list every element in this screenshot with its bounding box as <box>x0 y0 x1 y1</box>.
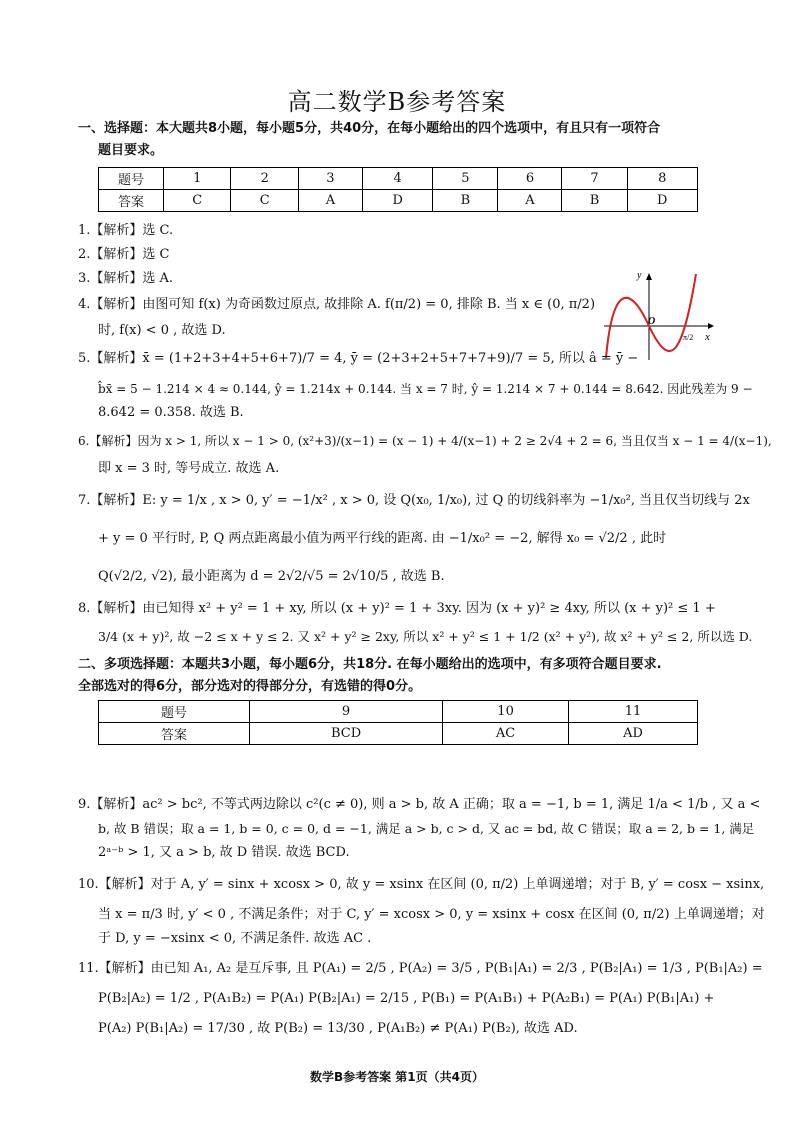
table-cell: D <box>362 190 432 212</box>
q9-solution-line3: 2ᵃ⁻ᵇ > 1, 又 a > b, 故 D 错误. 故选 BCD. <box>98 845 350 860</box>
y-axis-label: y <box>637 270 642 281</box>
table-cell: 4 <box>362 168 432 190</box>
x-axis-label: x <box>705 331 710 343</box>
q6-solution-line1: 6.【解析】因为 x > 1, 所以 x − 1 > 0, (x²+3)/(x−1) = (x − 1) + 4/(x−1) + 2 ≥ 2√4 + 2 = 6, 当且仅当 x − 1 = 4/(x−1), <box>78 434 772 448</box>
table-cell: B <box>562 190 627 212</box>
table-cell: D <box>627 190 697 212</box>
q11-solution-line1: 11.【解析】由已知 A₁, A₂ 是互斥事, 且 P(A₁) = 2/5 , P(A₂) = 3/5 , P(B₁|A₁) = 2/3 , P(B₂|A₁) = 1/3 , P(B₁|A₂) = <box>78 961 763 976</box>
table-cell: AD <box>569 723 698 745</box>
page-footer: 数学B参考答案 第1页（共4页） <box>309 1070 485 1084</box>
origin-label: O <box>648 316 656 327</box>
q5-solution-line1: 5.【解析】x̄ = (1+2+3+4+5+6+7)/7 = 4, ȳ = (2+3+2+5+7+7+9)/7 = 5, 所以 â = ȳ − <box>78 351 639 366</box>
q4-solution-line2: 时, f(x) < 0 , 故选 D. <box>98 323 226 338</box>
table-cell: BCD <box>250 723 443 745</box>
table-cell: 7 <box>562 168 627 190</box>
table-cell: 10 <box>443 701 569 723</box>
table-cell: 2 <box>231 168 298 190</box>
q10-solution-line3: 于 D, y = −xsinx < 0, 不满足条件. 故选 AC . <box>98 931 372 946</box>
table-cell: 9 <box>250 701 443 723</box>
table-cell: 5 <box>433 168 498 190</box>
q11-solution-line3: P(A₂) P(B₁|A₂) = 17/30 , 故 P(B₂) = 13/30 , P(A₁B₂) ≠ P(A₁) P(B₂), 故选 AD. <box>98 1021 578 1036</box>
table-cell: 8 <box>627 168 697 190</box>
tick-label: π/2 <box>683 333 694 342</box>
q8-solution-line1: 8.【解析】由已知得 x² + y² = 1 + xy, 所以 (x + y)² = 1 + 3xy. 因为 (x + y)² ≥ 4xy, 所以 (x + y)² ≤ 1 + <box>78 601 716 616</box>
q8-solution-line2: 3/4 (x + y)², 故 −2 ≤ x + y ≤ 2. 又 x² + y² ≥ 2xy, 所以 x² + y² ≤ 1 + 1/2 (x² + y²), 故 x² + y² ≤ 2, 所以选 D. <box>98 629 753 644</box>
table-cell: 11 <box>569 701 698 723</box>
table-cell: B <box>433 190 498 212</box>
table-row <box>99 168 698 190</box>
section1-heading: 一、选择题：本大题共8小题，每小题5分，共40分，在每小题给出的四个选项中，有且只有一项符合 <box>78 121 661 136</box>
q3-solution: 3.【解析】选 A. <box>78 271 174 286</box>
table-row <box>99 190 698 212</box>
q10-solution-line1: 10.【解析】对于 A, y′ = sinx + xcosx > 0, 故 y = xsinx 在区间 (0, π/2) 上单调递增；对于 B, y′ = cosx − xsinx, <box>78 877 765 892</box>
section2-heading: 二、多项选择题：本题共3小题，每小题6分，共18分. 在每小题给出的选项中，有多项符合题目要求. <box>78 657 662 672</box>
q5-solution-line3: 8.642 = 0.358. 故选 B. <box>98 405 244 420</box>
function-graph <box>604 270 714 362</box>
q9-solution-line1: 9.【解析】ac² > bc², 不等式两边除以 c²(c ≠ 0), 则 a > b, 故 A 正确；取 a = −1, b = 1, 满足 1/a < 1/b , 又 a < <box>78 797 761 812</box>
table-cell: 6 <box>498 168 562 190</box>
page-title: 高二数学B参考答案 <box>287 88 507 116</box>
table-cell: 1 <box>164 168 231 190</box>
answer-table-2 <box>98 700 698 745</box>
y-axis-arrow-icon <box>646 273 652 280</box>
q6-solution-line2: 即 x = 3 时, 等号成立. 故选 A. <box>98 461 280 476</box>
table-cell: AC <box>443 723 569 745</box>
table-cell: C <box>164 190 231 212</box>
q11-solution-line2: P(B₂|A₂) = 1/2 , P(A₁B₂) = P(A₁) P(B₂|A₁) = 2/15 , P(B₁) = P(A₁B₁) + P(A₂B₁) = P(A₁) P(B₁|A₁) + <box>98 991 715 1006</box>
table-row <box>99 701 698 723</box>
q4-solution-line1: 4.【解析】由图可知 f(x) 为奇函数过原点, 故排除 A. f(π/2) = 0, 排除 B. 当 x ∈ (0, π/2) <box>78 297 596 312</box>
table-cell: 3 <box>298 168 362 190</box>
table-header-cell: 答案 <box>99 723 250 745</box>
q7-solution-line2: + y = 0 平行时, P, Q 两点距离最小值为两平行线的距离. 由 −1/x₀² = −2, 解得 x₀ = √2/2 , 此时 <box>98 531 667 546</box>
answer-table-1 <box>98 167 698 212</box>
table-header-cell: 答案 <box>99 190 164 212</box>
q7-solution-line1: 7.【解析】E: y = 1/x , x > 0, y′ = −1/x² , x > 0, 设 Q(x₀, 1/x₀), 过 Q 的切线斜率为 −1/x₀², 当且仅当切线与 2x <box>78 493 750 508</box>
section2-heading-cont: 全部选对的得6分，部分选对的得部分分，有选错的得0分。 <box>78 679 422 694</box>
x-axis-arrow-icon <box>708 323 714 329</box>
table-cell: C <box>231 190 298 212</box>
q10-solution-line2: 当 x = π/3 时, y′ < 0 , 不满足条件；对于 C, y′ = xcosx > 0, y = xsinx + cosx 在区间 (0, π/2) 上单调递增；对 <box>98 907 765 922</box>
table-header-cell: 题号 <box>99 701 250 723</box>
q2-solution: 2.【解析】选 C <box>78 247 170 262</box>
table-cell: A <box>498 190 562 212</box>
q5-solution-line2: b̂x̄ = 5 − 1.214 × 4 ≈ 0.144, ŷ = 1.214x + 0.144. 当 x = 7 时, ŷ = 1.214 × 7 + 0.144 = 8.642. 因此残差为 9 − <box>98 382 753 396</box>
table-cell: A <box>298 190 362 212</box>
q7-solution-line3: Q(√2/2, √2), 最小距离为 d = 2√2/√5 = 2√10/5 , 故选 B. <box>98 569 445 584</box>
section1-heading-cont: 题目要求。 <box>98 143 164 158</box>
q9-solution-line2: b, 故 B 错误；取 a = 1, b = 0, c = 0, d = −1, 满足 a > b, c > d, 又 ac = bd, 故 C 错误；取 a = 2, b = 1, 满足 <box>98 821 755 836</box>
table-row <box>99 723 698 745</box>
table-header-cell: 题号 <box>99 168 164 190</box>
q1-solution: 1.【解析】选 C. <box>78 223 174 238</box>
